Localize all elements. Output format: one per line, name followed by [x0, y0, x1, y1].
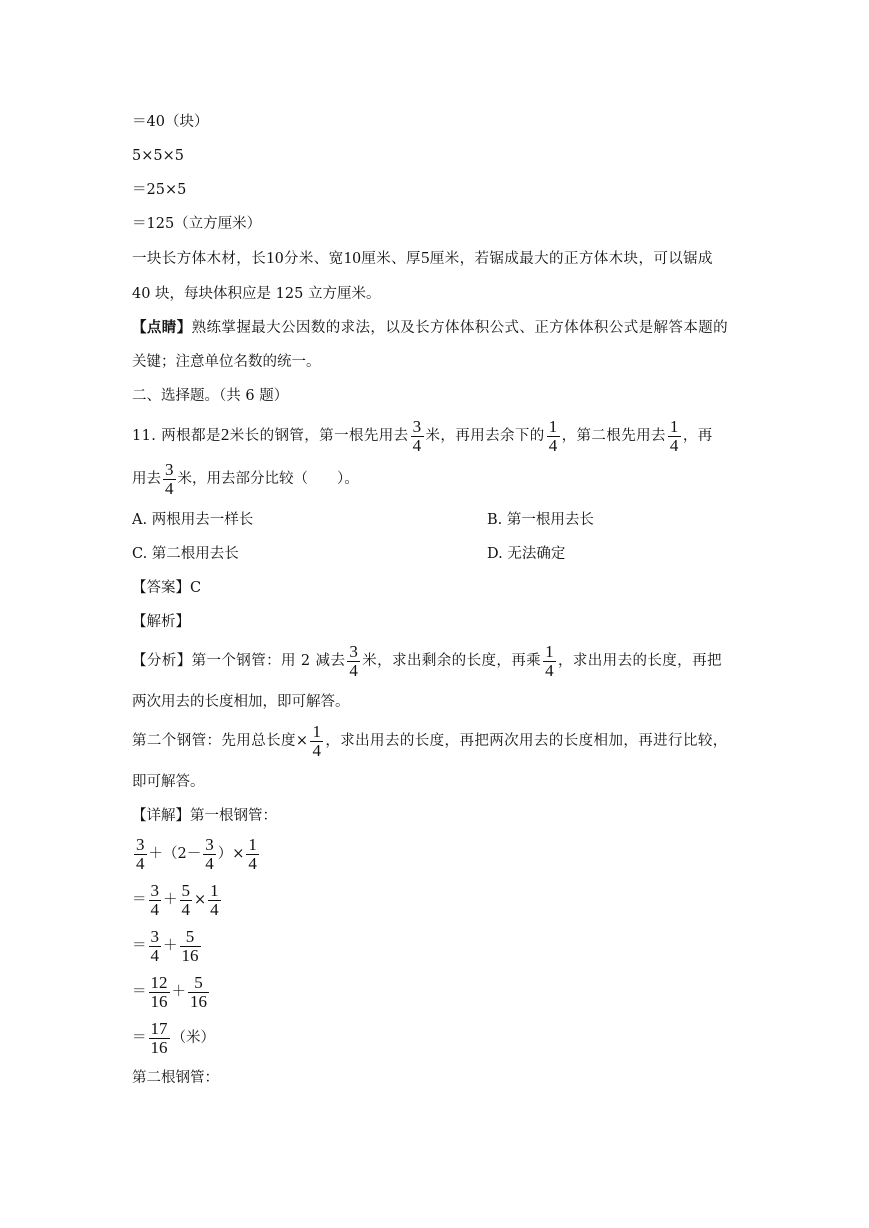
- analysis-line-3: 第二个钢管：先用总长度× $\frac{1}{4}$ ，求出用去的长度，再把两次用去的长度相加，再进行比较，: [132, 721, 728, 760]
- option-a: A. 两根用去一样长: [132, 512, 254, 528]
- fraction: $\frac{5}{4}$: [181, 880, 190, 919]
- tip-line-2: 关键；注意单位名数的统一。: [132, 354, 321, 370]
- fraction: $\frac{5}{16}$: [190, 972, 207, 1011]
- conclusion-line-2: 40 块，每块体积应是 125 立方厘米。: [132, 286, 381, 302]
- fraction: $\frac{3}{4}$: [205, 834, 214, 873]
- option-c: C. 第二根用去长: [132, 546, 239, 562]
- detail-line: 【详解】第一根钢管：: [132, 808, 277, 824]
- fraction: $\frac{1}{4}$: [248, 834, 257, 873]
- analysis-line-2: 两次用去的长度相加，即可解答。: [132, 694, 350, 710]
- fraction: $\frac{3}{4}$: [150, 926, 159, 965]
- step-4: ＝ $\frac{12}{16}$ ＋ $\frac{5}{16}$: [132, 972, 207, 1011]
- fraction: $\frac{1}{4}$: [548, 416, 558, 455]
- section-heading: 二、选择题。（共 6 题）: [132, 388, 289, 404]
- calc-line: 5×5×5: [132, 148, 184, 164]
- jiexi-heading: 【解析】: [132, 614, 190, 630]
- fraction: $\frac{12}{16}$: [150, 972, 168, 1011]
- calc-line: ＝40（块）: [132, 114, 209, 130]
- option-d: D. 无法确定: [487, 546, 566, 562]
- fraction: $\frac{3}{4}$: [165, 459, 174, 498]
- fraction: $\frac{3}{4}$: [136, 834, 145, 873]
- calc-line: ＝125（立方厘米）: [132, 216, 262, 232]
- option-b: B. 第一根用去长: [487, 512, 594, 528]
- fraction: $\frac{17}{16}$: [150, 1018, 168, 1057]
- analysis-line-4: 即可解答。: [132, 774, 205, 790]
- fraction: $\frac{5}{16}$: [181, 926, 199, 965]
- fraction: $\frac{3}{4}$: [412, 416, 422, 455]
- fraction: $\frac{1}{4}$: [545, 641, 554, 680]
- fraction: $\frac{1}{4}$: [312, 721, 322, 760]
- tip-line-1: 【点睛】熟练掌握最大公因数的求法，以及长方体体积公式、正方体体积公式是解答本题的: [132, 319, 729, 336]
- fraction: $\frac{1}{4}$: [210, 880, 219, 919]
- calc-line: ＝25×5: [132, 182, 187, 198]
- second-pipe-heading: 第二根钢管：: [132, 1070, 219, 1086]
- step-5: ＝ $\frac{17}{16}$ （米）: [132, 1018, 215, 1057]
- step-2: ＝ $\frac{3}{4}$ ＋ $\frac{5}{4}$ × $\frac{1}{4}$: [132, 880, 219, 919]
- step-1: $\frac{3}{4}$ ＋（2－ $\frac{3}{4}$ ）× $\frac{1}{4}$: [136, 834, 257, 873]
- conclusion-line-1: 一块长方体木材，长10分米、宽10厘米、厚5厘米，若锯成最大的正方体木块，可以锯成: [132, 248, 713, 267]
- question-line-1: 11. 两根都是2米长的钢管，第一根先用去 $\frac{3}{4}$ 米，再用去余下的 $\frac{1}{4}$ ，第二根先用去 $\frac{1}{4}$ ，再: [132, 416, 713, 455]
- analysis-line-1: 【分析】第一个钢管：用 2 减去 $\frac{3}{4}$ 米，求出剩余的长度，再乘 $\frac{1}{4}$ ，求出用去的长度，再把: [132, 641, 722, 680]
- fraction: $\frac{1}{4}$: [669, 416, 679, 455]
- step-3: ＝ $\frac{3}{4}$ ＋ $\frac{5}{16}$: [132, 926, 199, 965]
- fraction: $\frac{3}{4}$: [349, 641, 359, 680]
- question-line-2: 用去 $\frac{3}{4}$ 米，用去部分比较（ ）。: [132, 459, 359, 498]
- answer-line: 【答案】C: [132, 580, 202, 596]
- fraction: $\frac{3}{4}$: [150, 880, 159, 919]
